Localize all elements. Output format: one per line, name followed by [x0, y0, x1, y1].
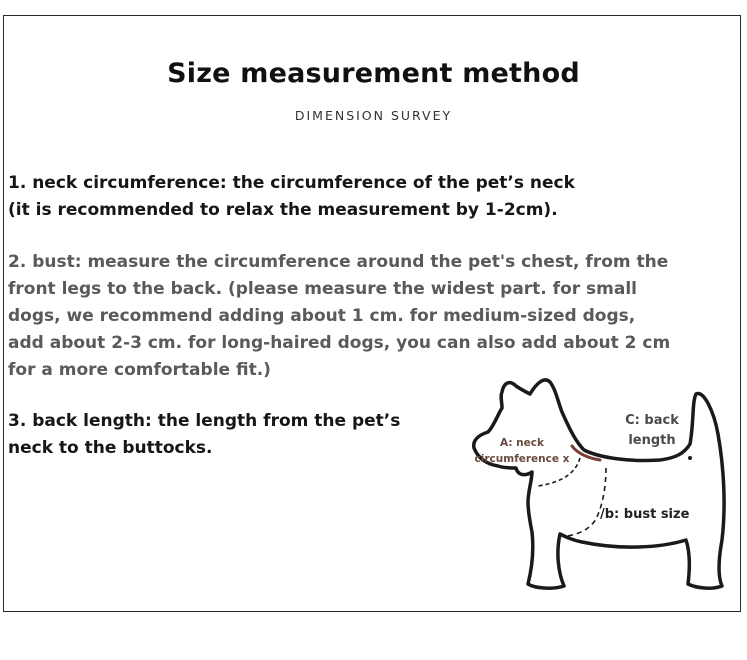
back-label-line-1: C: back	[625, 413, 679, 428]
bust-line-3: dogs, we recommend adding about 1 cm. for medium-sized dogs,	[8, 306, 636, 326]
back-length-label	[604, 411, 700, 451]
back-line-2: neck to the buttocks.	[8, 438, 213, 458]
neck-line-2: (it is recommended to relax the measurement by 1-2cm).	[8, 200, 558, 220]
back-label-line-2: length	[628, 433, 676, 448]
neck-label-line-2: circumference x	[474, 453, 570, 465]
bust-size-label: /b: bust size	[600, 507, 690, 522]
back-length-instruction	[8, 408, 438, 462]
neck-circumference-label	[468, 435, 576, 467]
bust-line-4: add about 2-3 cm. for long-haired dogs, you can also add about 2 cm	[8, 333, 671, 353]
dog-measurement-diagram	[460, 372, 740, 600]
bust-line-2: front legs to the back. (please measure the widest part. for small	[8, 279, 638, 299]
bust-line-1: 2. bust: measure the circumference around the pet's chest, from the	[8, 252, 669, 272]
page-title: Size measurement method	[167, 58, 580, 89]
bust-dashed-line	[568, 468, 606, 536]
back-line-1: 3. back length: the length from the pet’s	[8, 411, 401, 431]
neck-label-line-1: A: neck	[500, 437, 544, 449]
bust-instruction	[8, 249, 708, 384]
page-subtitle: DIMENSION SURVEY	[294, 108, 453, 123]
back-length-marker	[688, 456, 692, 460]
neck-instruction	[8, 170, 608, 224]
neck-line-1: 1. neck circumference: the circumference of the pet’s neck	[8, 173, 575, 193]
bust-line-5: for a more comfortable fit.)	[8, 360, 271, 380]
